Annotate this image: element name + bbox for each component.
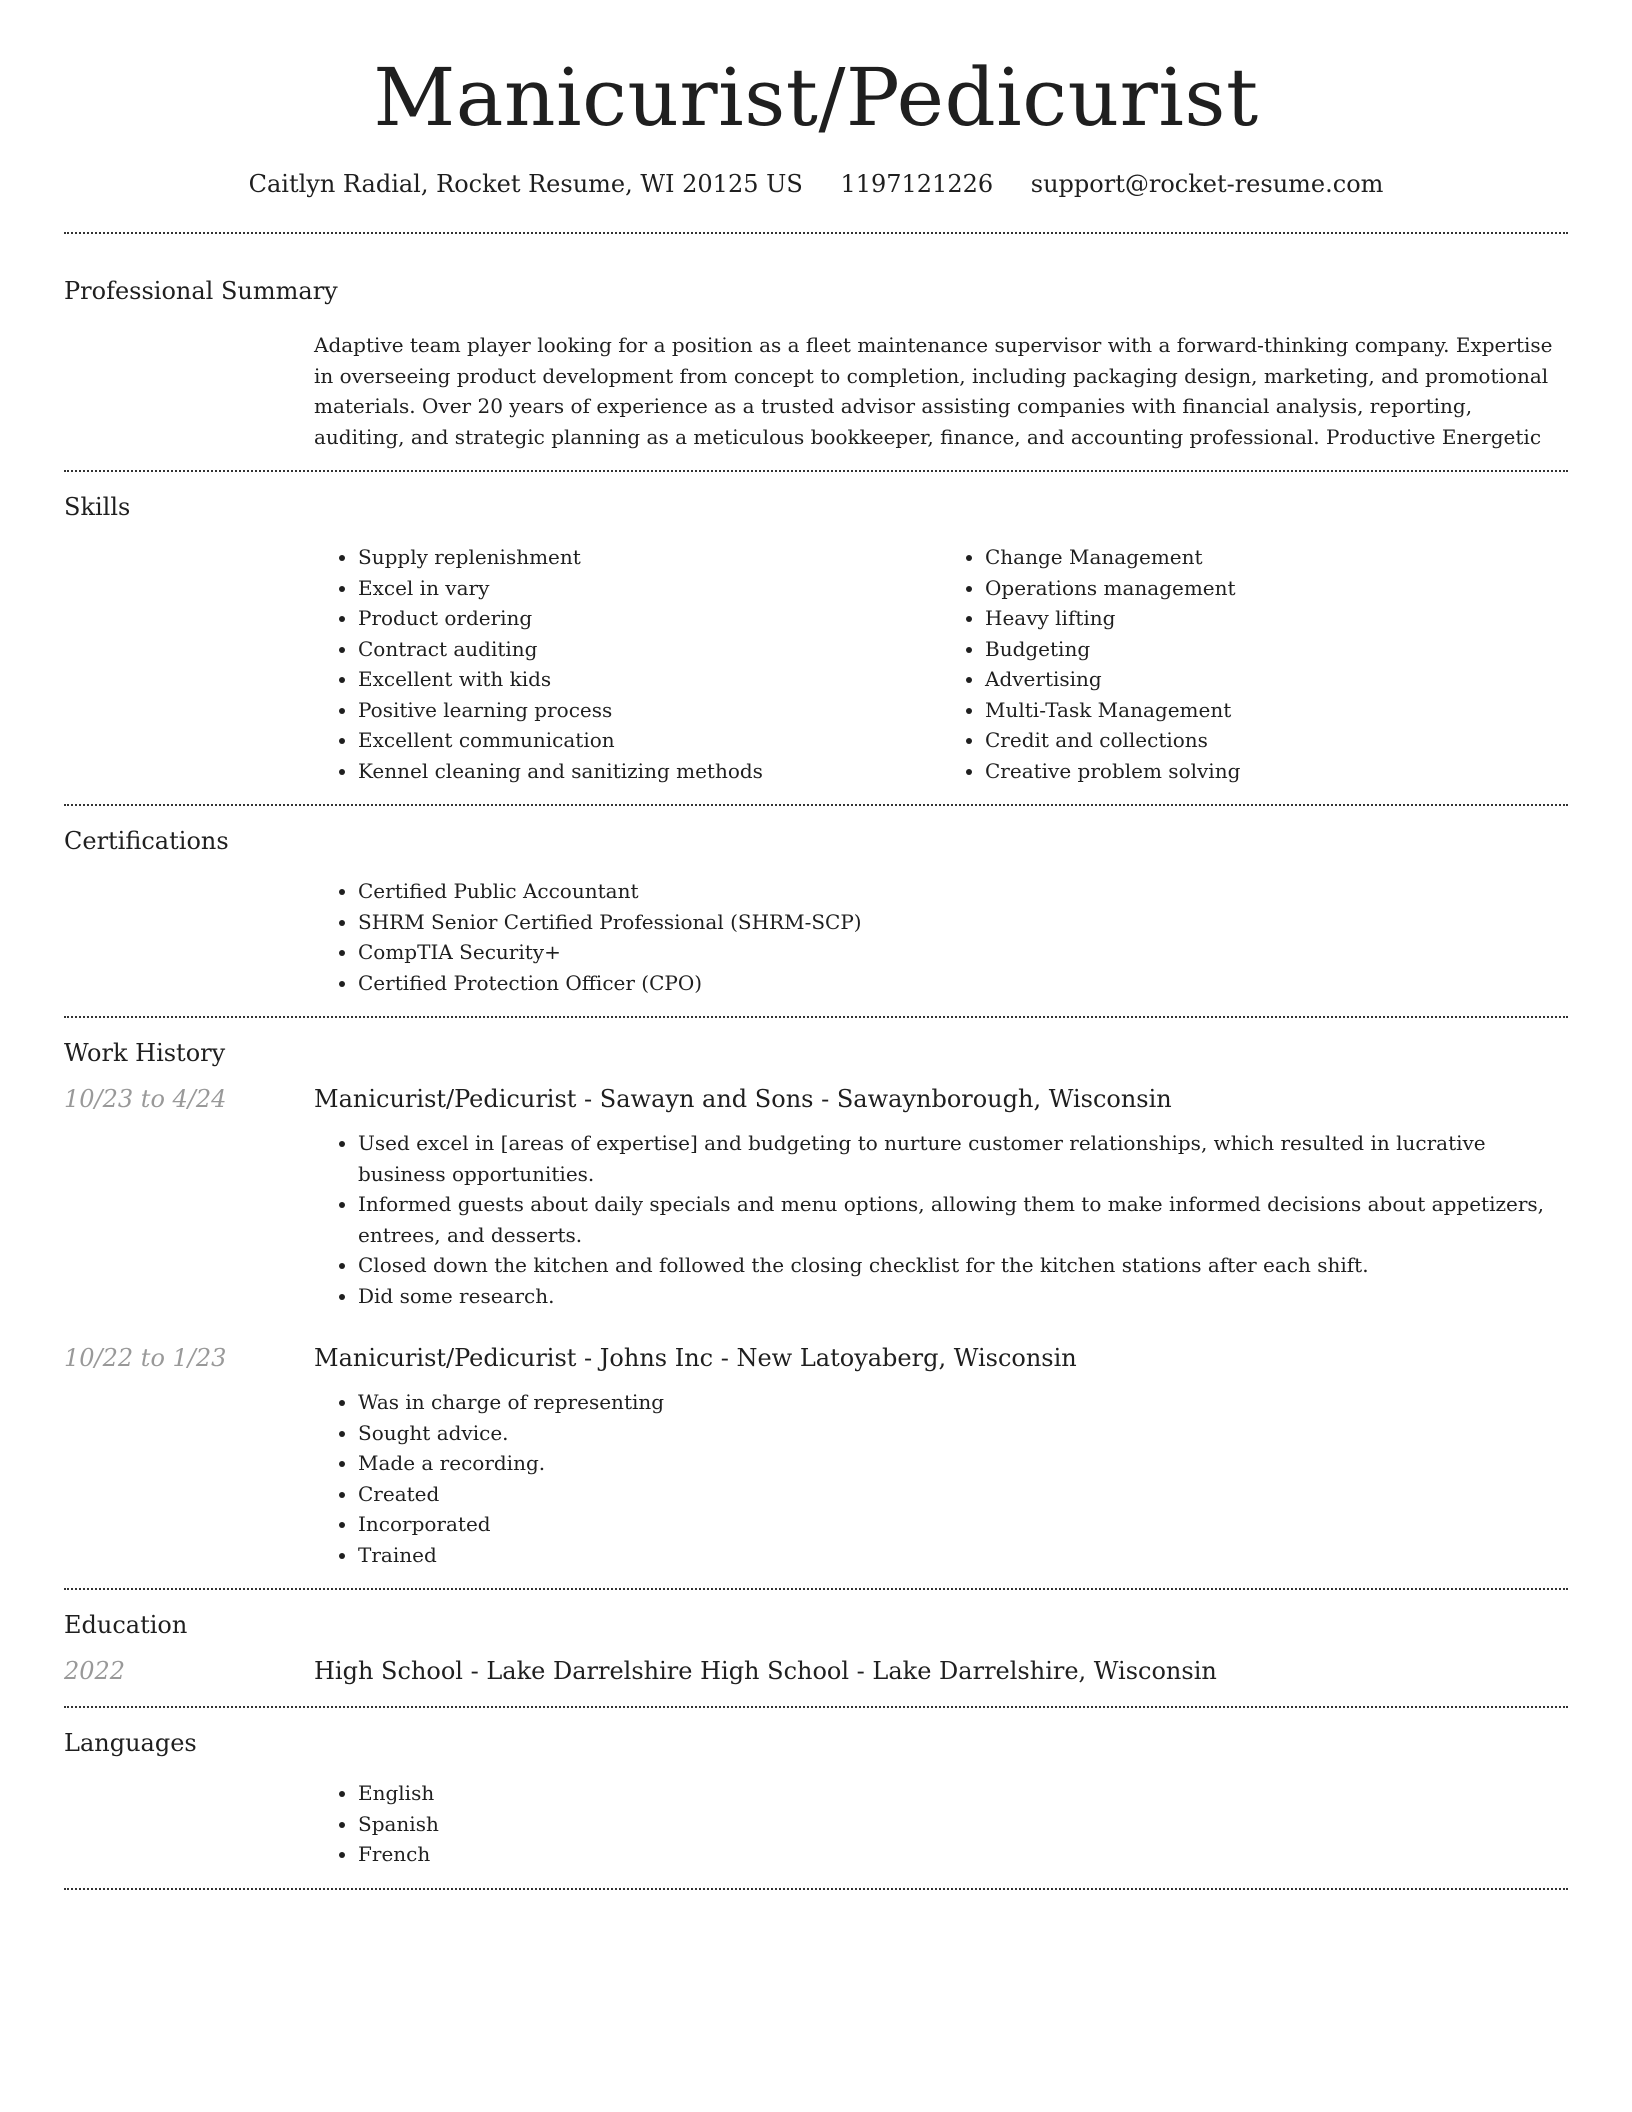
- job-bullet: • Closed down the kitchen and followed the closing checklist for the kitchen stations after each shift.: [358, 1250, 1568, 1281]
- skills-columns: [314, 542, 1568, 786]
- job-bullet: • Was in charge of representing: [358, 1387, 1568, 1418]
- section-languages: [64, 1708, 1568, 1888]
- section-heading-education: Education: [64, 1611, 188, 1639]
- language-item: • French: [358, 1839, 1568, 1870]
- job-bullet: • Used excel in [areas of expertise] and budgeting to nurture customer relationships, which resulted in lucrative business opportunities.: [358, 1128, 1568, 1189]
- contact-phone: 1197121226: [840, 170, 994, 198]
- job-bullets: [314, 1128, 1568, 1311]
- contact-email: support@rocket-resume.com: [1030, 170, 1384, 198]
- resume-title: Manicurist/Pedicurist: [373, 51, 1259, 144]
- summary-left-spacer: [64, 330, 314, 452]
- section-work-history: [64, 1018, 1568, 1588]
- skill-item: • Excellent with kids: [358, 664, 941, 695]
- summary-text: Adaptive team player looking for a position as a fleet maintenance supervisor with a forward-thinking company. Expertise in overseeing product development from concept to completion, including packaging design, marketing, and promotional materials. Over 20 years of experience as a trusted advisor assisting companies with financial analysis, reporting, auditing, and strategic planning as a meticulous bookkeeper, finance, and accounting professional. Productive Energetic: [314, 333, 1553, 449]
- skill-item: • Creative problem solving: [985, 756, 1568, 787]
- divider: [64, 1888, 1568, 1890]
- skills-left-spacer: [64, 542, 314, 786]
- job-title: Manicurist/Pedicurist - Sawayn and Sons - Sawaynborough, Wisconsin: [314, 1085, 1172, 1113]
- skill-item: • Excel in vary: [358, 573, 941, 604]
- skill-item: • Budgeting: [985, 634, 1568, 665]
- skill-item: • Advertising: [985, 664, 1568, 695]
- skill-item: • Change Management: [985, 542, 1568, 573]
- certification-item: • SHRM Senior Certified Professional (SHRM-SCP): [358, 907, 1568, 938]
- job-dates: 10/22 to 1/23: [64, 1344, 227, 1372]
- section-heading-certifications: Certifications: [64, 827, 229, 855]
- skill-item: • Supply replenishment: [358, 542, 941, 573]
- section-heading-summary: Professional Summary: [64, 277, 338, 305]
- skill-item: • Credit and collections: [985, 725, 1568, 756]
- skill-item: • Excellent communication: [358, 725, 941, 756]
- job-bullet: • Informed guests about daily specials and menu options, allowing them to make informed decisions about appetizers, entrees, and desserts.: [358, 1189, 1568, 1250]
- certification-item: • Certified Protection Officer (CPO): [358, 968, 1568, 999]
- skill-item: • Kennel cleaning and sanitizing methods: [358, 756, 941, 787]
- job-bullet: • Sought advice.: [358, 1418, 1568, 1449]
- skill-item: • Operations management: [985, 573, 1568, 604]
- education-year: 2022: [64, 1657, 126, 1685]
- job-bullet: • Made a recording.: [358, 1448, 1568, 1479]
- skill-item: • Multi-Task Management: [985, 695, 1568, 726]
- contact-line: [64, 168, 1568, 200]
- skills-list-col2: [941, 542, 1568, 786]
- cert-left-spacer: [64, 876, 314, 998]
- language-item: • Spanish: [358, 1809, 1568, 1840]
- certification-item: • CompTIA Security+: [358, 937, 1568, 968]
- job-bullet: • Did some research.: [358, 1281, 1568, 1312]
- certifications-list: [314, 876, 1568, 998]
- section-certifications: [64, 806, 1568, 1016]
- section-education: [64, 1590, 1568, 1706]
- contact-address: Caitlyn Radial, Rocket Resume, WI 20125 US: [248, 170, 803, 198]
- section-summary: [64, 234, 1568, 470]
- certification-item: • Certified Public Accountant: [358, 876, 1568, 907]
- skill-item: • Positive learning process: [358, 695, 941, 726]
- job-bullets: [314, 1387, 1568, 1570]
- job-dates: 10/23 to 4/24: [64, 1085, 227, 1113]
- skill-item: • Contract auditing: [358, 634, 941, 665]
- job-bullet: • Trained: [358, 1540, 1568, 1571]
- section-heading-skills: Skills: [64, 493, 131, 521]
- job-bullet: • Incorporated: [358, 1509, 1568, 1540]
- job-entry: [64, 1082, 1568, 1311]
- skill-item: • Heavy lifting: [985, 603, 1568, 634]
- job-bullet: • Created: [358, 1479, 1568, 1510]
- languages-list: [314, 1778, 1568, 1870]
- job-entry: [64, 1341, 1568, 1570]
- section-skills: [64, 472, 1568, 804]
- section-heading-languages: Languages: [64, 1729, 197, 1757]
- job-title: Manicurist/Pedicurist - Johns Inc - New Latoyaberg, Wisconsin: [314, 1344, 1077, 1372]
- section-heading-work: Work History: [64, 1039, 226, 1067]
- skills-list-col1: [314, 542, 941, 786]
- education-entry: High School - Lake Darrelshire High School - Lake Darrelshire, Wisconsin: [314, 1657, 1217, 1685]
- languages-left-spacer: [64, 1778, 314, 1870]
- skill-item: • Product ordering: [358, 603, 941, 634]
- language-item: • English: [358, 1778, 1568, 1809]
